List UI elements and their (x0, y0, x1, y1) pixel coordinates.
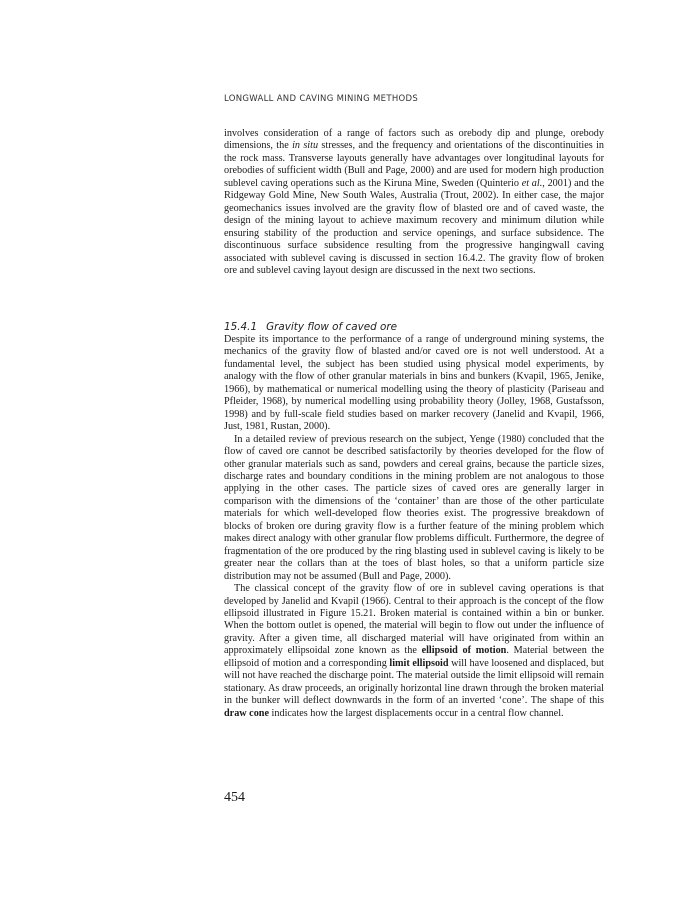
text-run: indicates how the largest displacements occur in a central flow channel. (269, 707, 564, 719)
paragraph-intro (224, 128, 604, 277)
section-text-block (224, 334, 604, 720)
section-heading (224, 321, 397, 333)
bold-term: ellipsoid of motion (421, 645, 507, 657)
text-run: , 2001) and the Ridgeway Gold Mine, New South Wales, Australia (Trout, 2002). In either case, the major geomechanics issues involved are the gravity flow of blasted ore and of caved waste, the design of the mining layout to achieve maximum recovery and minimum dilution while ensuring stability of the production and service openings, and surface subsidence. The discontinuous surface subsidence resulting from the progressive hangingwall caving associated with sublevel caving is discussed in section 16.4.2. The gravity flow of broken ore and sublevel caving layout design are discussed in the next two sections. (224, 177, 604, 276)
running-head: LONGWALL AND CAVING MINING METHODS (224, 94, 419, 104)
section-title: Gravity flow of caved ore (266, 321, 398, 333)
italic-term: et al. (521, 177, 543, 189)
paragraph-flow-ellipsoid (224, 583, 604, 720)
text-run: will have loosened and displaced, but will not have reached the discharge point. The material outside the limit ellipsoid will remain stationary. As draw proceeds, an originally horizontal line drawn through the broken material in the bunker will deflect downwards in the form of an inverted ‘cone’. The shape of this (224, 657, 604, 707)
text-run: stresses, and the frequency and orientations of the discontinuities in the rock mass. Transverse layouts generally have advantages over longitudinal layouts for orebodies of sufficient width (Bull and Page, 2000) and are used for modern high production sublevel caving operations such as the Kiruna Mine, Sweden (Quinterio (224, 140, 605, 189)
text-run: . Material between the ellipsoid of motion and a corresponding (224, 645, 604, 669)
text-run: The classical concept of the gravity flow of ore in sublevel caving operations is that developed by Janelid and Kvapil (1966). Central to their approach is the concept of the flow ellipsoid illustrated in Figure 15.21. Broken material is contained within a bin or bunker. When the bottom outlet is opened, the material will begin to flow out under the influence of gravity. After a given time, all discharged material will have originated from within an approximately ellipsoidal zone known as the (224, 583, 604, 657)
bold-term: draw cone (224, 707, 269, 719)
paragraph-review: In a detailed review of previous research on the subject, Yenge (1980) concluded that the flow of caved ore cannot be described satisfactorily by theories developed for the flow of other granular materials such as sand, powders and cereal grains, because the particle sizes, discharge rates and boundary conditions in the mining problem are not analogous to those applying in the other cases. The particle sizes of caved ores are generally larger in comparison with the dimensions of the ‘container’ than are those of the other particulate materials for which well-developed flow theories exist. The progressive breakdown of blocks of broken ore during gravity flow is a further feature of the mining problem which makes direct analogy with other granular flow problems difficult. Furthermore, the degree of fragmentation of the ore produced by the ring blasting used in sublevel caving is likely to be greater near the collars than at the toes of blast holes, so that a uniform particle size distribution may not be assumed (Bull and Page, 2000). (224, 433, 604, 582)
italic-term: in situ (292, 140, 319, 152)
text-run: involves consideration of a range of factors such as orebody dip and plunge, orebody dimensions, the (224, 128, 604, 152)
paragraph-gravity-flow: Despite its importance to the performance of a range of underground mining systems, the mechanics of the gravity flow of blasted and/or caved ore is not well understood. At a fundamental level, the subject has been studied using physical model experiments, by analogy with the flow of other granular materials in bins and bunkers (Kvapil, 1965, Jenike, 1966), by mathematical or numerical modelling using the theory of plasticity (Pariseau and Pfleider, 1968), by numerical modelling using probability theory (Jolley, 1968, Gustafsson, 1998) and by full-scale field studies based on marker recovery (Janelid and Kvapil, 1966, Just, 1981, Rustan, 2000). (224, 334, 604, 433)
bold-term: limit ellipsoid (389, 657, 449, 669)
intro-text-block (224, 128, 604, 277)
section-number: 15.4.1 (224, 321, 258, 333)
page-number: 454 (224, 790, 245, 805)
